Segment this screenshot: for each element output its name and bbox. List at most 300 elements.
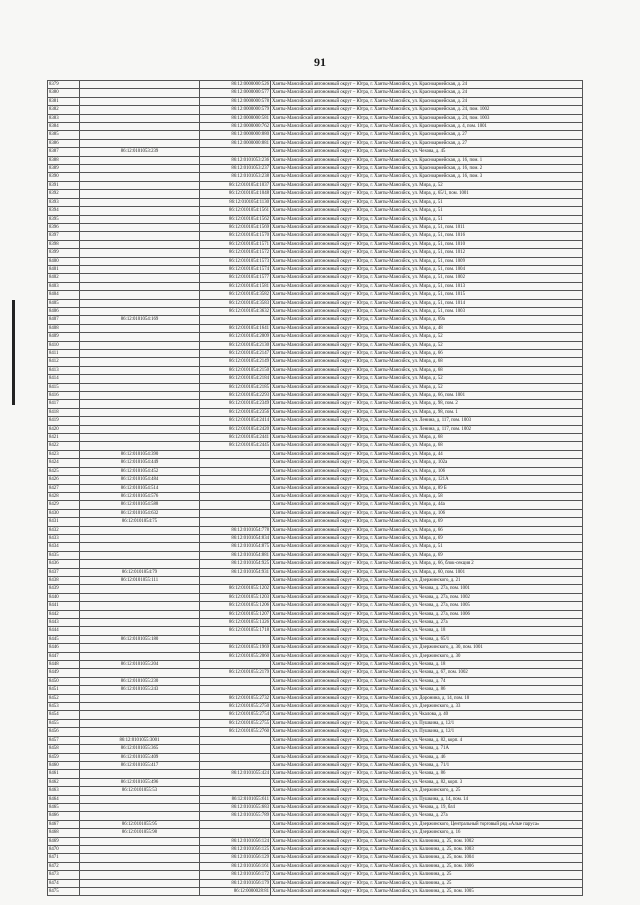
address-cell: Ханты-Мансийский автономный округ – Югра, г. Ханты-Мансийск, ул. Мира, д. 106 [271,509,583,517]
object-number-cell: 86:12:0101055:1326 [200,619,271,627]
row-number-cell: 8455 [48,719,80,727]
address-cell: Ханты-Мансийский автономный округ – Югра, г. Ханты-Мансийск, ул. Чехова, д. 86 [271,770,583,778]
table-row [48,417,583,425]
address-cell: Ханты-Мансийский автономный округ – Югра, г. Ханты-Мансийск, ул. Красноармейская, д. 27 [271,139,583,147]
table-row [48,291,583,299]
row-number-cell: 8433 [48,534,80,542]
table-row [48,450,583,458]
address-cell: Ханты-Мансийский автономный округ – Югра, г. Ханты-Мансийск, ул. Пушкина, д. 12/1 [271,728,583,736]
land-plot-number-cell [80,795,200,803]
object-number-cell: 86:12:0101055:1202 [200,585,271,593]
table-row [48,223,583,231]
table-row [48,81,583,89]
address-cell: Ханты-Мансийский автономный округ – Югра, г. Ханты-Мансийск, ул. Калинина, д. 25 [271,871,583,879]
table-row [48,165,583,173]
address-cell: Ханты-Мансийский автономный округ – Югра, г. Ханты-Мансийск, ул. Чехова, д. 71А [271,745,583,753]
object-number-cell: 86:12:0101055:611 [200,795,271,803]
row-number-cell: 8413 [48,366,80,374]
object-number-cell: 86:12:0101054:2009 [200,333,271,341]
table-row [48,139,583,147]
object-number-cell: 86:12:0101054:1573 [200,257,271,265]
land-plot-number-cell [80,123,200,131]
object-number-cell [200,661,271,669]
table-row [48,703,583,711]
address-cell: Ханты-Мансийский автономный округ – Югра, г. Ханты-Мансийск, ул. Чехова, д. 27а, пом. 1006 [271,610,583,618]
table-row [48,829,583,837]
table-row [48,845,583,853]
land-plot-number-cell: 86:12:0101054:75 [80,518,200,526]
row-number-cell: 8380 [48,89,80,97]
table-row [48,593,583,601]
table-row [48,778,583,786]
land-plot-number-cell: 86:12:0101055:95 [80,820,200,828]
row-number-cell: 8473 [48,871,80,879]
object-number-cell: 86:12:0000000:581 [200,114,271,122]
land-plot-number-cell: 86:12:0101054:588 [80,501,200,509]
table-row [48,635,583,643]
address-cell: Ханты-Мансийский автономный округ – Югра, г. Ханты-Мансийск, ул. Красноармейская, д. 24, пом. 1003 [271,114,583,122]
address-cell: Ханты-Мансийский автономный округ – Югра, г. Ханты-Мансийск, ул. Мира, д. 69 [271,518,583,526]
address-cell: Ханты-Мансийский автономный округ – Югра, г. Ханты-Мансийск, ул. Чехова, д. 27а, пом. 1005 [271,602,583,610]
land-plot-number-cell [80,114,200,122]
address-cell: Ханты-Мансийский автономный округ – Югра, г. Ханты-Мансийск, ул. Мира, д. 98, пом. 1 [271,408,583,416]
land-plot-number-cell [80,181,200,189]
address-cell: Ханты-Мансийский автономный округ – Югра, г. Ханты-Мансийск, ул. Чехова, д. 27а, пом. 1002 [271,593,583,601]
object-number-cell: 86:12:0101054:1570 [200,232,271,240]
row-number-cell: 8434 [48,543,80,551]
row-number-cell: 8466 [48,812,80,820]
land-plot-number-cell [80,534,200,542]
address-cell: Ханты-Мансийский автономный округ – Югра, г. Ханты-Мансийск, ул. Красноармейская, д. 16, пом. 3 [271,173,583,181]
row-number-cell: 8395 [48,215,80,223]
land-plot-number-cell [80,282,200,290]
row-number-cell: 8451 [48,686,80,694]
land-plot-number-cell [80,719,200,727]
object-number-cell: 86:12:0101054:3583 [200,299,271,307]
table-row [48,551,583,559]
object-number-cell [200,753,271,761]
object-number-cell [200,787,271,795]
address-cell: Ханты-Мансийский автономный округ – Югра, г. Ханты-Мансийск, ул. Чехова, д. 27а, пом. 1001 [271,585,583,593]
table-row [48,501,583,509]
table-row [48,97,583,105]
land-plot-number-cell [80,97,200,105]
row-number-cell: 8423 [48,450,80,458]
address-cell: Ханты-Мансийский автономный округ – Югра, г. Ханты-Мансийск, ул. Чехова, д. 67, пом. 1002 [271,669,583,677]
object-number-cell: 86:12:0101054:1574 [200,265,271,273]
land-plot-number-cell [80,644,200,652]
land-plot-number-cell [80,669,200,677]
address-cell: Ханты-Мансийский автономный округ – Югра, г. Ханты-Мансийск, ул. Мира, д. 44а [271,501,583,509]
object-number-cell [200,778,271,786]
table-row [48,627,583,635]
land-plot-number-cell [80,89,200,97]
table-row [48,803,583,811]
row-number-cell: 8454 [48,711,80,719]
land-plot-number-cell [80,803,200,811]
table-row [48,543,583,551]
land-plot-number-cell [80,879,200,887]
object-number-cell [200,501,271,509]
address-cell: Ханты-Мансийский автономный округ – Югра, г. Ханты-Мансийск, ул. Мира, д. 106 [271,467,583,475]
table-row [48,677,583,685]
object-number-cell: 86:12:0101054:931 [200,568,271,576]
row-number-cell: 8382 [48,106,80,114]
address-cell: Ханты-Мансийский автономный округ – Югра, г. Ханты-Мансийск, ул. Калинина, д. 25, пом. 1003 [271,845,583,853]
land-plot-number-cell: 86:12:0101055:365 [80,745,200,753]
table-row [48,434,583,442]
table-row [48,316,583,324]
row-number-cell: 8459 [48,753,80,761]
address-cell: Ханты-Мансийский автономный округ – Югра, г. Ханты-Мансийск, ул. Мира, д. 89 Б [271,484,583,492]
object-number-cell: 86:12:0101054:1130 [200,198,271,206]
address-cell: Ханты-Мансийский автономный округ – Югра, г. Ханты-Мансийск, ул. Мира, д. 65/1, пом. 1001 [271,190,583,198]
address-cell: Ханты-Мансийский автономный округ – Югра, г. Ханты-Мансийск, ул. Калинина, д. 25, пом. 1005 [271,888,583,896]
address-cell: Ханты-Мансийский автономный округ – Югра, г. Ханты-Мансийск, ул. Ленина, д. 117, пом. 1003 [271,417,583,425]
row-number-cell: 8443 [48,619,80,627]
land-plot-number-cell [80,871,200,879]
object-number-cell [200,677,271,685]
land-plot-number-cell [80,593,200,601]
object-number-cell: 86:12:0101053:237 [200,165,271,173]
land-plot-number-cell: 86:12:0101055:417 [80,761,200,769]
land-plot-number-cell [80,341,200,349]
object-number-cell: 86:12:0101054:3632 [200,307,271,315]
table-row [48,106,583,114]
land-plot-number-cell [80,106,200,114]
address-cell: Ханты-Мансийский автономный округ – Югра, г. Ханты-Мансийск, ул. Мира, д. 52 [271,341,583,349]
address-cell: Ханты-Мансийский автономный округ – Югра, г. Ханты-Мансийск, ул. Мира, д. 69 [271,551,583,559]
row-number-cell: 8422 [48,442,80,450]
row-number-cell: 8407 [48,316,80,324]
table-row [48,190,583,198]
land-plot-number-cell [80,627,200,635]
land-plot-number-cell [80,383,200,391]
row-number-cell: 8472 [48,862,80,870]
object-number-cell: 86:12:0000000:880 [200,131,271,139]
row-number-cell: 8409 [48,333,80,341]
row-number-cell: 8389 [48,165,80,173]
row-number-cell: 8419 [48,417,80,425]
address-cell: Ханты-Мансийский автономный округ – Югра, г. Ханты-Мансийск, ул. Мира, д. 51, пом. 1011 [271,223,583,231]
row-number-cell: 8424 [48,459,80,467]
table-row [48,307,583,315]
object-number-cell: 86:12:0000000:579 [200,106,271,114]
row-number-cell: 8393 [48,198,80,206]
table-row [48,534,583,542]
land-plot-number-cell [80,560,200,568]
land-plot-number-cell [80,257,200,265]
table-row [48,745,583,753]
table-row [48,711,583,719]
row-number-cell: 8397 [48,232,80,240]
row-number-cell: 8461 [48,770,80,778]
table-row [48,484,583,492]
row-number-cell: 8428 [48,492,80,500]
land-plot-number-cell [80,694,200,702]
address-cell: Ханты-Мансийский автономный округ – Югра, г. Ханты-Мансийск, ул. Мира, д. 68 [271,366,583,374]
object-number-cell: 86:12:0101054:834 [200,534,271,542]
object-number-cell: 86:12:0101055:683 [200,803,271,811]
row-number-cell: 8438 [48,576,80,584]
object-number-cell: 86:12:0101055:1969 [200,644,271,652]
object-number-cell: 86:12:0000000:577 [200,89,271,97]
object-number-cell: 86:12:0101055:2750 [200,703,271,711]
table-row [48,467,583,475]
land-plot-number-cell [80,434,200,442]
object-number-cell: 86:12:0101054:3582 [200,291,271,299]
address-cell: Ханты-Мансийский автономный округ – Югра, г. Ханты-Мансийск, ул. Мира, д. 60, пом. 1001 [271,568,583,576]
row-number-cell: 8471 [48,854,80,862]
address-cell: Ханты-Мансийский автономный округ – Югра, г. Ханты-Мансийск, ул. Чехова, д. 46 [271,753,583,761]
object-number-cell: 86:12:0101054:1561 [200,207,271,215]
address-cell: Ханты-Мансийский автономный округ – Югра, г. Ханты-Мансийск, ул. Калинина, д. 25, пом. 1002 [271,837,583,845]
address-cell: Ханты-Мансийский автономный округ – Югра, г. Ханты-Мансийск, ул. Красноармейская, д. 27 [271,131,583,139]
land-plot-number-cell [80,619,200,627]
row-number-cell: 8467 [48,820,80,828]
row-number-cell: 8439 [48,585,80,593]
row-number-cell: 8401 [48,265,80,273]
address-cell: Ханты-Мансийский автономный округ – Югра, г. Ханты-Мансийск, ул. Дзержинского, Центральный торговый ряд «Алые паруса» [271,820,583,828]
table-row [48,148,583,156]
table-row [48,257,583,265]
register-table [47,80,583,896]
object-number-cell: 86:12:0101055:2760 [200,728,271,736]
object-number-cell: 86:12:0101056:125 [200,845,271,853]
table-row [48,728,583,736]
object-number-cell: 86:12:0101054:1571 [200,240,271,248]
table-row [48,644,583,652]
row-number-cell: 8408 [48,324,80,332]
table-row [48,392,583,400]
object-number-cell: 86:12:0101056:129 [200,854,271,862]
address-cell: Ханты-Мансийский автономный округ – Югра, г. Ханты-Мансийск, ул. Мира, д. 52 [271,333,583,341]
table-row [48,442,583,450]
table-row [48,509,583,517]
land-plot-number-cell [80,442,200,450]
table-row [48,333,583,341]
land-plot-number-cell [80,417,200,425]
table-row [48,341,583,349]
row-number-cell: 8406 [48,307,80,315]
object-number-cell [200,476,271,484]
row-number-cell: 8475 [48,888,80,896]
land-plot-number-cell: 86:12:0101053:239 [80,148,200,156]
land-plot-number-cell [80,240,200,248]
address-cell: Ханты-Мансийский автономный округ – Югра, г. Ханты-Мансийск, ул. Чкалова, д. 40 [271,711,583,719]
object-number-cell: 86:12:0101054:1048 [200,190,271,198]
object-number-cell: 86:12:0101054:1037 [200,181,271,189]
table-row [48,408,583,416]
object-number-cell [200,450,271,458]
row-number-cell: 8456 [48,728,80,736]
object-number-cell [200,459,271,467]
address-cell: Ханты-Мансийский автономный округ – Югра, г. Ханты-Мансийск, ул. Чехова, д. 82, корп. 4 [271,736,583,744]
table-row [48,350,583,358]
land-plot-number-cell: 86:12:0101054:452 [80,467,200,475]
table-row [48,299,583,307]
land-plot-number-cell: 86:12:0101054:514 [80,484,200,492]
row-number-cell: 8470 [48,845,80,853]
land-plot-number-cell [80,610,200,618]
table-row [48,156,583,164]
object-number-cell: 86:12:0101054:1569 [200,223,271,231]
object-number-cell: 86:12:0000000:578 [200,97,271,105]
land-plot-number-cell: 86:12:0101054:79 [80,568,200,576]
table-row [48,114,583,122]
table-row [48,576,583,584]
land-plot-number-cell [80,274,200,282]
row-number-cell: 8383 [48,114,80,122]
table-row [48,400,583,408]
address-cell: Ханты-Мансийский автономный округ – Югра, г. Ханты-Мансийск, ул. Мира, д. 51, пом. 1009 [271,257,583,265]
table-row [48,375,583,383]
address-cell: Ханты-Мансийский автономный округ – Югра, г. Ханты-Мансийск, ул. Красноармейская, д. 24 [271,89,583,97]
object-number-cell [200,829,271,837]
object-number-cell: 86:12:0101054:2356 [200,408,271,416]
row-number-cell: 8444 [48,627,80,635]
row-number-cell: 8437 [48,568,80,576]
land-plot-number-cell [80,156,200,164]
land-plot-number-cell [80,265,200,273]
address-cell: Ханты-Мансийский автономный округ – Югра, г. Ханты-Мансийск, ул. Мира, д. 51 [271,207,583,215]
row-number-cell: 8425 [48,467,80,475]
table-row [48,787,583,795]
row-number-cell: 8386 [48,139,80,147]
object-number-cell: 86:12:0101054:778 [200,526,271,534]
register-body [48,81,583,896]
table-row [48,568,583,576]
row-number-cell: 8387 [48,148,80,156]
object-number-cell: 86:12:0101054:2414 [200,417,271,425]
address-cell: Ханты-Мансийский автономный округ – Югра, г. Ханты-Мансийск, ул. Мира, д. 51, пом. 1003 [271,307,583,315]
land-plot-number-cell [80,198,200,206]
table-row [48,366,583,374]
row-number-cell: 8391 [48,181,80,189]
land-plot-number-cell [80,770,200,778]
land-plot-number-cell [80,249,200,257]
row-number-cell: 8432 [48,526,80,534]
table-row [48,274,583,282]
address-cell: Ханты-Мансийский автономный округ – Югра, г. Ханты-Мансийск, ул. Мира, д. 51, пом. 1002 [271,274,583,282]
table-row [48,282,583,290]
address-cell: Ханты-Мансийский автономный округ – Югра, г. Ханты-Мансийск, ул. Мира, д. 51, пом. 1016 [271,232,583,240]
table-row [48,249,583,257]
table-row [48,89,583,97]
object-number-cell [200,316,271,324]
table-row [48,459,583,467]
row-number-cell: 8452 [48,694,80,702]
address-cell: Ханты-Мансийский автономный округ – Югра, г. Ханты-Мансийск, ул. Калинина, д. 25, пом. 1004 [271,854,583,862]
land-plot-number-cell: 86:12:0101055:111 [80,576,200,584]
table-row [48,181,583,189]
address-cell: Ханты-Мансийский автономный округ – Югра, г. Ханты-Мансийск, ул. Чехова, д. 86 [271,686,583,694]
table-row [48,585,583,593]
land-plot-number-cell [80,888,200,896]
row-number-cell: 8400 [48,257,80,265]
object-number-cell [200,736,271,744]
land-plot-number-cell [80,366,200,374]
object-number-cell: 86:12:0101055:1203 [200,593,271,601]
land-plot-number-cell [80,703,200,711]
row-number-cell: 8435 [48,551,80,559]
object-number-cell: 86:12:0101054:2150 [200,366,271,374]
table-row [48,610,583,618]
land-plot-number-cell [80,207,200,215]
land-plot-number-cell: 86:12:0101054:449 [80,459,200,467]
address-cell: Ханты-Мансийский автономный округ – Югра, г. Ханты-Мансийск, ул. Мира, д. 44 [271,450,583,458]
row-number-cell: 8410 [48,341,80,349]
table-row [48,602,583,610]
land-plot-number-cell: 86:12:0101054:576 [80,492,200,500]
object-number-cell: 86:12:0101054:2293 [200,392,271,400]
object-number-cell: 86:12:0101056:161 [200,862,271,870]
object-number-cell: 86:12:0101056:124 [200,837,271,845]
address-cell: Ханты-Мансийский автономный округ – Югра, г. Ханты-Мансийск, ул. Мира, д. 68 [271,442,583,450]
address-cell: Ханты-Мансийский автономный округ – Югра, г. Ханты-Мансийск, ул. Мира, д. 66, блок-секция 2 [271,560,583,568]
object-number-cell: 86:12:0101055:2732 [200,694,271,702]
table-row [48,358,583,366]
table-row [48,198,583,206]
object-number-cell [200,820,271,828]
address-cell: Ханты-Мансийский автономный округ – Югра, г. Ханты-Мансийск, ул. Красноармейская, д. 16, пом. 2 [271,165,583,173]
object-number-cell [200,484,271,492]
row-number-cell: 8394 [48,207,80,215]
table-row [48,476,583,484]
land-plot-number-cell: 86:12:0101054:390 [80,450,200,458]
address-cell: Ханты-Мансийский автономный округ – Югра, г. Ханты-Мансийск, ул. Красноармейская, д. 24 [271,97,583,105]
address-cell: Ханты-Мансийский автономный округ – Югра, г. Ханты-Мансийск, ул. Мира, д. 51, пом. 1010 [271,240,583,248]
land-plot-number-cell: 86:12:0101055:409 [80,753,200,761]
land-plot-number-cell [80,543,200,551]
table-row [48,736,583,744]
binding-margin-mark [12,300,15,405]
land-plot-number-cell [80,358,200,366]
table-row [48,770,583,778]
row-number-cell: 8399 [48,249,80,257]
object-number-cell: 86:12:0101055:2060 [200,652,271,660]
land-plot-number-cell [80,425,200,433]
table-row [48,518,583,526]
row-number-cell: 8447 [48,652,80,660]
land-plot-number-cell [80,173,200,181]
address-cell: Ханты-Мансийский автономный округ – Югра, г. Ханты-Мансийск, ул. Мира, д. 52 [271,383,583,391]
row-number-cell: 8426 [48,476,80,484]
table-row [48,761,583,769]
address-cell: Ханты-Мансийский автономный округ – Югра, г. Ханты-Мансийск, ул. Пушкина, д. 12/1 [271,719,583,727]
land-plot-number-cell: 86:12:0101054:632 [80,509,200,517]
table-row [48,862,583,870]
row-number-cell: 8429 [48,501,80,509]
object-number-cell: 86:12:0000000:881 [200,139,271,147]
row-number-cell: 8390 [48,173,80,181]
land-plot-number-cell [80,350,200,358]
table-row [48,240,583,248]
address-cell: Ханты-Мансийский автономный округ – Югра, г. Ханты-Мансийск, ул. Мира, д. 102а [271,459,583,467]
land-plot-number-cell [80,652,200,660]
land-plot-number-cell: 86:12:0101055:496 [80,778,200,786]
row-number-cell: 8442 [48,610,80,618]
object-number-cell: 86:12:0101056:172 [200,871,271,879]
object-number-cell [200,518,271,526]
land-plot-number-cell: 86:12:0101055:180 [80,635,200,643]
address-cell: Ханты-Мансийский автономный округ – Югра, г. Ханты-Мансийск, ул. Чехова, д. 19, бл4 [271,803,583,811]
address-cell: Ханты-Мансийский автономный округ – Югра, г. Ханты-Мансийск, ул. Чехова, д. 82, корп. 3 [271,778,583,786]
table-row [48,526,583,534]
address-cell: Ханты-Мансийский автономный округ – Югра, г. Ханты-Мансийск, ул. Мира, д. 66 [271,350,583,358]
object-number-cell: 86:12:0101054:2130 [200,341,271,349]
address-cell: Ханты-Мансийский автономный округ – Югра, г. Ханты-Мансийск, ул. Чехова, д. 71/1 [271,761,583,769]
